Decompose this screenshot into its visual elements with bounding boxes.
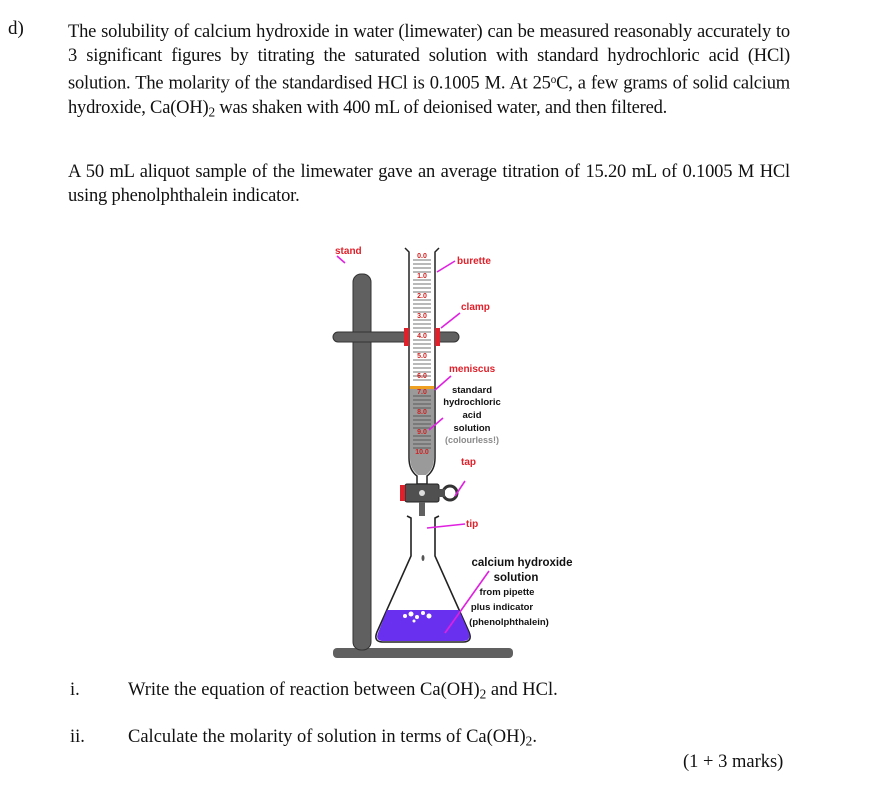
part-ii-text-a: Calculate the molarity of solution in terms of Ca(OH) — [128, 727, 526, 747]
scale-mark: 1.0 — [417, 273, 427, 280]
label-acid: standard — [451, 385, 493, 396]
scale-mark: 7.0 — [417, 389, 427, 396]
label-flask: (phenolphthalein) — [469, 617, 549, 628]
formula-subscript: 2 — [525, 733, 533, 749]
part-i-text-a: Write the equation of reaction between Ca(OH) — [128, 680, 480, 700]
part-ii-number: ii. — [70, 727, 85, 747]
label-colourless: (colourless!) — [444, 435, 500, 445]
scale-mark: 9.0 — [417, 429, 427, 436]
intro-text: The solubility of calcium hydroxide in water (limewater) can be measured reasonably accurately to 3 significant figures by titrating the saturated solution with standard hydrochloric acid (HCl) solution. The molarity of the standardised HCl is 0.1005 M. At 25 — [68, 22, 790, 94]
formula-subscript: 2 — [208, 103, 215, 119]
label-acid: solution — [453, 423, 491, 434]
part-i-number: i. — [70, 680, 80, 700]
titration-paragraph: A 50 mL aliquot sample of the limewater gave an average titration of 15.20 mL of 0.1005 M HCl using phenolphthalein indicator. — [68, 162, 790, 206]
clamp-pad-right — [435, 328, 440, 346]
label-burette: burette — [457, 256, 491, 267]
part-i-text — [128, 680, 558, 702]
titration-apparatus-diagram — [325, 238, 595, 668]
question-intro-paragraph — [68, 20, 790, 124]
flask-drop — [422, 555, 425, 561]
intro-text-cont: C, a few grams of solid calcium hydroxide, Ca(OH) — [68, 73, 790, 118]
label-flask: plus indicator — [470, 602, 534, 613]
scale-mark: 3.0 — [417, 313, 427, 320]
formula-subscript: 2 — [479, 686, 487, 702]
scale-mark: 2.0 — [417, 293, 427, 300]
clamp-pad-left — [404, 328, 409, 346]
label-stand: stand — [335, 246, 362, 257]
label-tap: tap — [461, 457, 476, 468]
degree-superscript: o — [550, 74, 557, 86]
label-flask: solution — [493, 572, 539, 584]
label-acid: hydrochloric — [443, 397, 501, 408]
scale-mark: 10.0 — [415, 449, 429, 456]
scale-mark: 6.0 — [417, 373, 427, 380]
scale-mark: 4.0 — [417, 333, 427, 340]
label-flask: calcium hydroxide — [471, 557, 573, 569]
scale-mark: 0.0 — [417, 253, 427, 260]
scale-mark: 8.0 — [417, 409, 427, 416]
label-acid: acid — [462, 410, 482, 421]
part-ii-text — [128, 727, 537, 749]
scale-mark: 5.0 — [417, 353, 427, 360]
question-label: d) — [8, 18, 24, 39]
marks-allocation: (1 + 3 marks) — [683, 752, 784, 772]
part-ii-text-b: . — [532, 727, 537, 747]
part-i-text-b: and HCl. — [486, 680, 558, 700]
label-flask: from pipette — [479, 587, 535, 598]
label-tip: tip — [466, 519, 479, 530]
clamp-arm — [333, 332, 459, 342]
intro-text-end: was shaken with 400 mL of deionised water, and then filtered. — [214, 97, 668, 118]
stand-rod — [353, 274, 371, 650]
label-clamp: clamp — [461, 302, 490, 313]
label-meniscus: meniscus — [449, 364, 496, 375]
